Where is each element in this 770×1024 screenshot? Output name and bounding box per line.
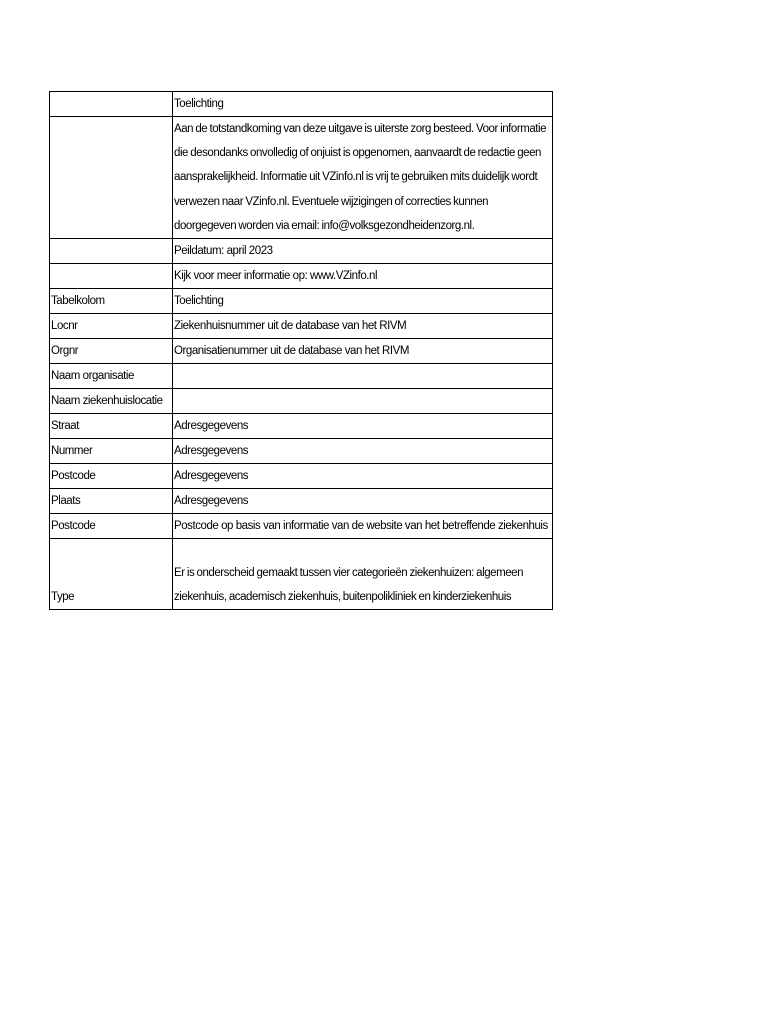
table-row xyxy=(50,414,553,439)
empty-cell xyxy=(50,92,173,117)
description-cell: Adresgegevens xyxy=(173,414,553,439)
header-cell-toelichting: Toelichting xyxy=(173,92,553,117)
table-row xyxy=(50,289,553,314)
more-info-cell: Kijk voor meer informatie op: www.VZinfo.nl xyxy=(173,264,553,289)
table-row xyxy=(50,514,553,539)
table-row xyxy=(50,92,553,117)
column-name-cell: Straat xyxy=(50,414,173,439)
column-name-cell: Locnr xyxy=(50,314,173,339)
table-row xyxy=(50,314,553,339)
description-cell: Organisatienummer uit de database van het RIVM xyxy=(173,339,553,364)
column-name-cell: Postcode xyxy=(50,514,173,539)
description-cell: Adresgegevens xyxy=(173,464,553,489)
table-row xyxy=(50,239,553,264)
description-cell: Toelichting xyxy=(173,289,553,314)
empty-cell xyxy=(50,239,173,264)
description-cell: Postcode op basis van informatie van de website van het betreffende ziekenhuis xyxy=(173,514,553,539)
table-row xyxy=(50,389,553,414)
column-name-cell: Naam organisatie xyxy=(50,364,173,389)
column-name-cell: Plaats xyxy=(50,489,173,514)
table-row xyxy=(50,489,553,514)
explanation-table xyxy=(49,91,553,610)
spreadsheet-page xyxy=(49,91,552,610)
table-row xyxy=(50,364,553,389)
description-cell xyxy=(173,364,553,389)
table-row xyxy=(50,464,553,489)
table-row xyxy=(50,117,553,239)
disclaimer-cell: Aan de totstandkoming van deze uitgave is uiterste zorg besteed. Voor informatie die desondanks onvolledig of onjuist is opgenomen, aanvaardt de redactie geen aansprakelijkheid. Informatie uit VZinfo.nl is vrij te gebruiken mits duidelijk wordt verwezen naar VZinfo.nl. Eventuele wijzigingen of correcties kunnen doorgegeven worden via email: info@volksgezondheidenzorg.nl. xyxy=(173,117,553,239)
column-name-cell: Postcode xyxy=(50,464,173,489)
column-name-cell: Nummer xyxy=(50,439,173,464)
description-cell: Adresgegevens xyxy=(173,489,553,514)
table-row xyxy=(50,339,553,364)
description-cell: Ziekenhuisnummer uit de database van het RIVM xyxy=(173,314,553,339)
empty-cell xyxy=(50,264,173,289)
peildatum-cell: Peildatum: april 2023 xyxy=(173,239,553,264)
description-cell: Adresgegevens xyxy=(173,439,553,464)
empty-cell xyxy=(50,117,173,239)
column-name-cell: Orgnr xyxy=(50,339,173,364)
table-row xyxy=(50,439,553,464)
column-name-cell: Tabelkolom xyxy=(50,289,173,314)
table-row xyxy=(50,264,553,289)
table-row xyxy=(50,539,553,610)
column-name-cell: Type xyxy=(50,539,173,610)
description-cell: Er is onderscheid gemaakt tussen vier categorieën ziekenhuizen: algemeen ziekenhuis, academisch ziekenhuis, buitenpolikliniek en kinderziekenhuis xyxy=(173,539,553,610)
column-name-cell: Naam ziekenhuislocatie xyxy=(50,389,173,414)
description-cell xyxy=(173,389,553,414)
